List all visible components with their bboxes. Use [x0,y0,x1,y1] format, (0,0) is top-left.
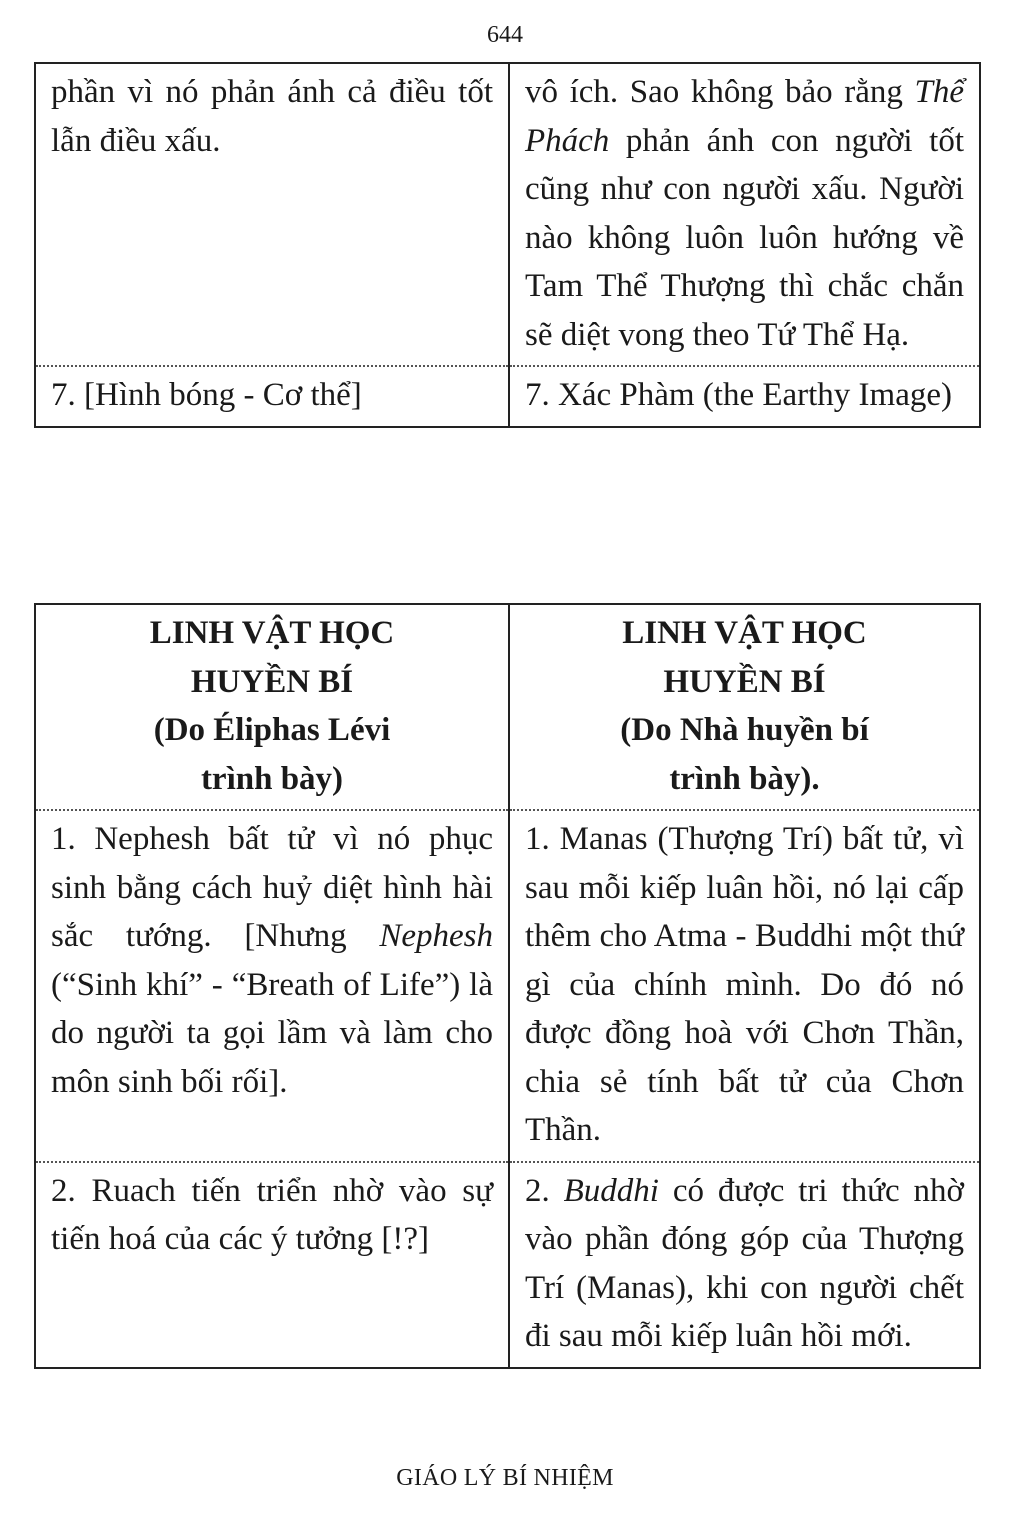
table1-row1-right-text-b: phản ánh con người tốt cũng như con người xấu. Người nào không luôn luôn hướng về Tam Thể Thượng thì chắc chắn sẽ diệt vong theo Tứ Thể Hạ. [525,122,964,353]
table-header-row [35,604,980,810]
table1-row1-left: phần vì nó phản ánh cả điều tốt lẫn điều xấu. [35,63,509,366]
linh-vat-hoc-comparison-table [34,603,981,1369]
header-left [35,604,509,810]
table2-row1-left-italic: Nephesh [379,918,493,954]
table-row [35,63,980,366]
table2-row2-right [509,1162,980,1368]
header-right-line3: (Do Nhà huyền bí [620,712,869,748]
table2-row1-left-text-b: (“Sinh khí” - “Breath of Life”) là do người ta gọi lầm và làm cho môn sinh bối rối]. [51,966,493,1100]
header-left-line3: (Do Éliphas Lévi [153,712,391,748]
table2-row2-right-text-b: có được tri thức nhờ vào phần đóng góp của Thượng Trí (Manas), khi con người chết đi sau mỗi kiếp luân hồi mới. [525,1172,965,1354]
table1-row1-right-text-a: vô ích. Sao không bảo rằng [525,74,915,110]
table2-row2-right-italic: Buddhi [563,1172,659,1209]
header-right-line4: trình bày). [669,760,820,797]
comparison-table-continued [34,62,981,428]
table2-row2-right-text-a: 2. [525,1172,564,1209]
header-left-line1: LINH VẬT HỌC [149,615,395,651]
table-row [35,366,980,427]
table2-row1-left-text-a: 1. Nephesh bất tử vì nó phục sinh bằng cách huỷ diệt hình hài sắc tướng. [Nhưng [51,821,493,954]
table1-row2-left: 7. [Hình bóng - Cơ thể] [35,366,509,427]
table1-row1-right-italic: Thể Phách [525,74,964,159]
table1-row2-right: 7. Xác Phàm (the Earthy Image) [509,366,980,427]
table2-row2-left: 2. Ruach tiến triển nhờ vào sự tiến hoá của các ý tưởng [!?] [35,1162,509,1368]
book-title-footer: GIÁO LÝ BÍ NHIỆM [396,1465,614,1491]
header-left-line2: HUYỀN BÍ [190,663,354,700]
page-number: 644 [487,22,523,48]
table2-row1-right: 1. Manas (Thượng Trí) bất tử, vì sau mỗi kiếp luân hồi, nó lại cấp thêm cho Atma - Buddhi một thứ gì của chính mình. Do đó nó được đồng hoà với Chơn Thần, chia sẻ tính bất tử của Chơn Thần. [509,810,980,1162]
table1-row1-right [509,63,980,366]
table-row [35,810,980,1162]
header-right-line2: HUYỀN BÍ [663,663,826,700]
header-right [509,604,980,810]
header-left-line4: trình bày) [200,760,344,797]
table2-row1-left [35,810,509,1162]
header-right-line1: LINH VẬT HỌC [622,615,867,651]
table-row [35,1162,980,1368]
